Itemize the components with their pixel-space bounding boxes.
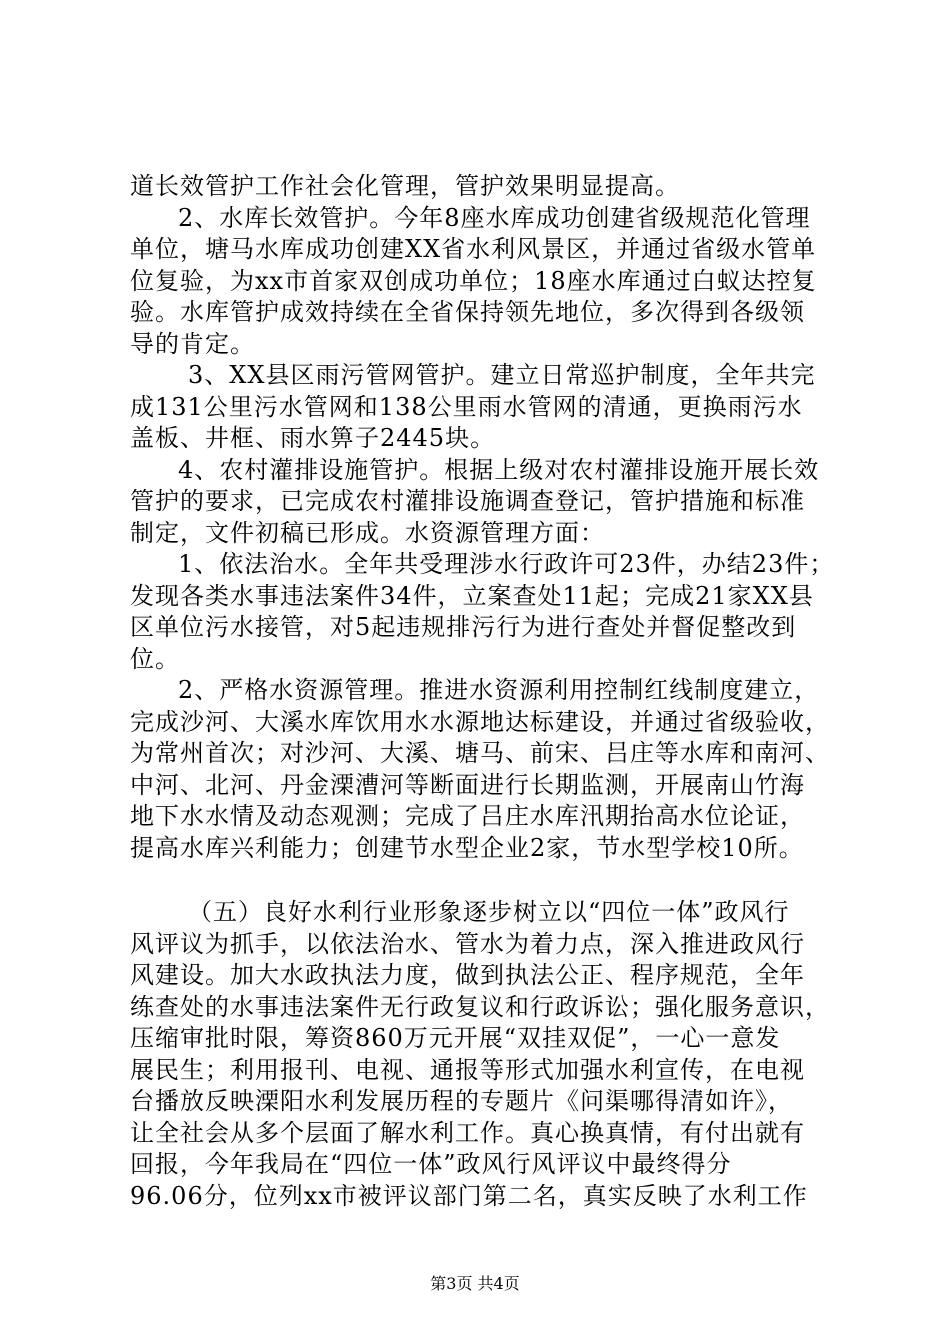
text-line: 位复验，为xx市首家双创成功单位；18座水库通过白蚁达控复 [130,266,817,295]
text-line: 导的肯定。 [130,329,255,358]
text-line: 发现各类水事违法案件34件，立案查处11起；完成21家XX县 [130,581,814,610]
text-line: 让全社会从多个层面了解水利工作。真心换真情，有付出就有 [130,1118,805,1147]
text-line: 单位，塘马水库成功创建XX省水利风景区，并通过省级水管单 [130,235,817,263]
text-line: 为常州首次；对沙河、大溪、塘马、前宋、吕庄等水库和南河、 [130,739,830,767]
text-line: 管护的要求，已完成农村灌排设施调查登记，管护措施和标准 [130,487,805,515]
text-line: 制定，文件初稿已形成。水资源管理方面： [130,518,605,547]
text-line: 道长效管护工作社会化管理，管护效果明显提高。 [130,172,680,200]
text-line: 位。 [130,644,180,673]
text-line: 展民生；利用报刊、电视、通报等形式加强水利宣传，在电视 [130,1055,805,1084]
text-line: 风评议为抓手，以依法治水、管水为着力点，深入推进政风行 [130,929,805,958]
text-line: 地下水水情及动态观测；完成了吕庄水库汛期抬高水位论证， [130,802,805,830]
page-footer: 第3页 共4页 [430,1274,520,1293]
text-line: 验。水库管护成效持续在全省保持领先地位，多次得到各级领 [130,298,805,326]
paragraph-gap [130,864,830,897]
text-line: 96.06分，位列xx市被评议部门第二名，真实反映了水利工作 [130,1181,808,1210]
document-body [130,171,835,1212]
text-line: 2、严格水资源管理。推进水资源利用控制红线制度建立， [178,676,820,704]
text-line: 2、水库长效管护。今年8座水库成功创建省级规范化管理 [178,203,811,232]
text-line: 中河、北河、丹金溧漕河等断面进行长期监测，开展南山竹海 [130,770,805,799]
text-line: 练查处的水事违法案件无行政复议和行政诉讼；强化服务意识， [130,992,830,1021]
text-line: （五）良好水利行业形象逐步树立以“四位一体”政风行 [188,898,790,926]
text-line: 4、农村灌排设施管护。根据上级对农村灌排设施开展长效 [178,455,820,484]
text-line: 回报，今年我局在“四位一体”政风行风评议中最终得分 [130,1150,732,1178]
text-line: 盖板、井框、雨水箅子2445块。 [130,424,496,452]
text-line: 成131公里污水管网和138公里雨水管网的清通，更换雨污水 [130,392,803,421]
text-line: 提高水库兴利能力；创建节水型企业2家，节水型学校10所。 [130,833,804,862]
text-line: 3、XX县区雨污管网管护。建立日常巡护制度，全年共完 [188,361,816,389]
text-line: 风建设。加大水政执法力度，做到执法公正、程序规范，全年 [130,961,805,989]
text-line: 区单位污水接管，对5起违规排污行为进行查处并督促整改到 [130,613,797,641]
text-line: 1、依法治水。全年共受理涉水行政许可23件，办结23件； [178,550,835,578]
text-line: 压缩审批时限，筹资860万元开展“双挂双促”，一心一意发 [130,1024,781,1052]
text-line: 完成沙河、大溪水库饮用水水源地达标建设，并通过省级验收， [130,707,830,736]
text-line: 台播放反映溧阳水利发展历程的专题片《问渠哪得清如许》， [130,1087,793,1115]
